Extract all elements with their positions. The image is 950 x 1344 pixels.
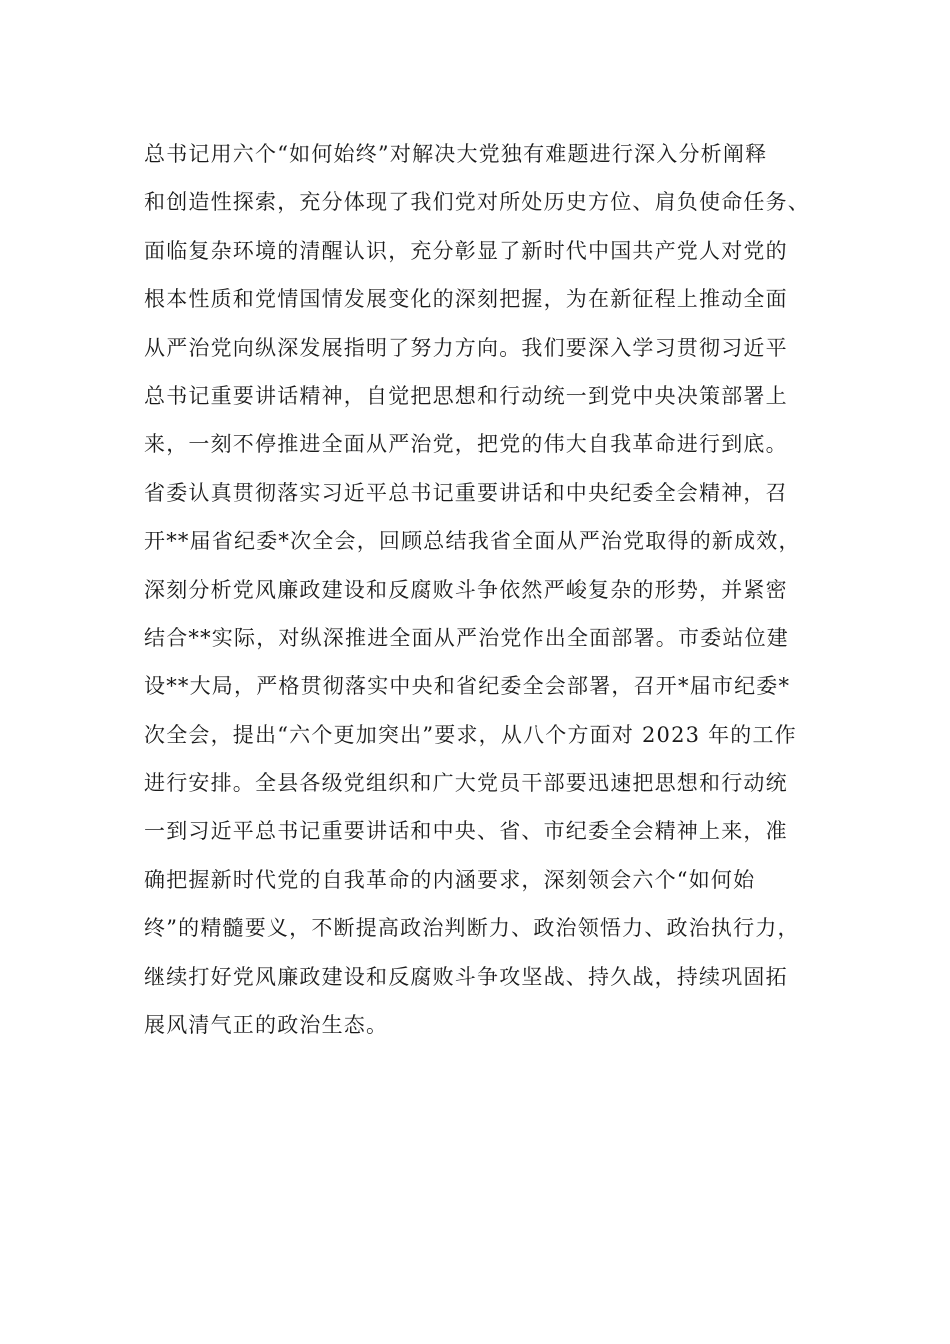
- text-line: 来，一刻不停推进全面从严治党，把党的伟大自我革命进行到底。: [144, 432, 788, 457]
- text-line: 确把握新时代党的自我革命的内涵要求，深刻领会六个“如何始: [144, 867, 756, 892]
- text-line: 进行安排。全县各级党组织和广大党员干部要迅速把思想和行动统: [144, 771, 788, 796]
- text-line: 省委认真贯彻落实习近平总书记重要讲话和中央纪委全会精神，召: [144, 480, 788, 505]
- text-line: 继续打好党风廉政建设和反腐败斗争攻坚战、持久战，持续巩固拓: [144, 964, 788, 989]
- text-line: 开**届省纪委*次全会，回顾总结我省全面从严治党取得的新成效，: [144, 529, 801, 554]
- text-line: 深刻分析党风廉政建设和反腐败斗争依然严峻复杂的形势，并紧密: [144, 577, 788, 602]
- text-line: 面临复杂环境的清醒认识，充分彰显了新时代中国共产党人对党的: [144, 238, 788, 263]
- text-line: 总书记重要讲话精神，自觉把思想和行动统一到党中央决策部署上: [144, 383, 788, 408]
- text-line: 终”的精髓要义，不断提高政治判断力、政治领悟力、政治执行力，: [144, 916, 800, 941]
- text-line: 次全会，提出“六个更加突出”要求，从八个方面对 2023 年的工作: [144, 722, 797, 747]
- text-line: 一到习近平总书记重要讲话和中央、省、市纪委全会精神上来，准: [144, 819, 788, 844]
- text-line: 和创造性探索，充分体现了我们党对所处历史方位、肩负使命任务、: [144, 190, 810, 215]
- text-line: 结合**实际，对纵深推进全面从严治党作出全面部署。市委站位建: [144, 625, 789, 650]
- body-text: [144, 130, 834, 1049]
- text-line: 根本性质和党情国情发展变化的深刻把握，为在新征程上推动全面: [144, 287, 788, 312]
- text-line: 展风清气正的政治生态。: [144, 1013, 389, 1038]
- text-line: 从严治党向纵深发展指明了努力方向。我们要深入学习贯彻习近平: [144, 335, 788, 360]
- text-line: 总书记用六个“如何始终”对解决大党独有难题进行深入分析阐释: [144, 142, 768, 166]
- text-line: 设**大局，严格贯彻落实中央和省纪委全会部署，召开*届市纪委*: [144, 674, 791, 699]
